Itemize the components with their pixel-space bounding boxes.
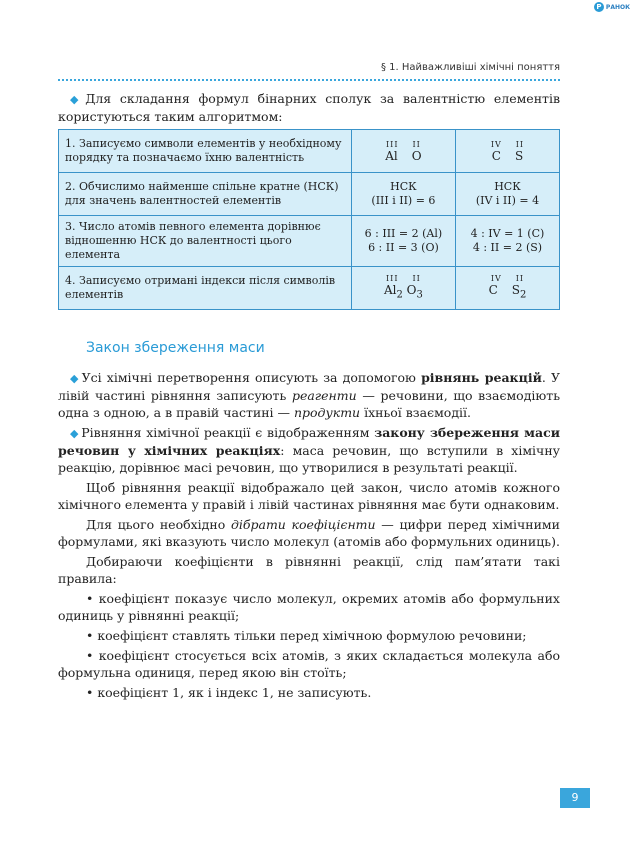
table-cell-step: 4. Записуємо отримані індекси після символів елементів [59,267,352,310]
header-divider [58,79,560,81]
logo-mark: Р [594,2,604,12]
table-cell-c-s: IV II C $S_2$ [455,267,559,310]
page-number: 9 [560,788,590,808]
diamond-bullet-icon: ◆ [70,93,84,106]
paragraph-atoms: Щоб рівняння реакції відображало цей закон, число атомів кожного хімічного елемента у правій і лівій частинах рівняння має бути однаковим. [58,480,560,512]
rule-item: • коефіцієнт стосується всіх атомів, з яких складається молекула або формульна одиниця, перед якою він стоїть; [58,648,560,680]
rule-item: • коефіцієнт показує число молекул, окремих атомів або формульних одиниць у рівнянні реакції; [58,591,560,623]
algorithm-table [58,129,560,310]
table-cell-c-s: 4 : IV = 1 (C) 4 : II = 2 (S) [455,216,559,267]
table-row [59,173,560,216]
table-cell-al-o: НСК (III і II) = 6 [351,173,455,216]
intro-paragraph: ◆ Для складання формул бінарних сполук за валентністю елементів користуються таким алгоритмом: [58,91,560,124]
table-cell-al-o: 6 : III = 2 (Al) 6 : II = 3 (O) [351,216,455,267]
table-cell-c-s: IV II C S [455,130,559,173]
table-row [59,216,560,267]
rule-item: • коефіцієнт 1, як і індекс 1, не записують. [86,685,372,700]
publisher-logo [594,2,630,12]
paragraph-mass-law: ◆ Рівняння хімічної реакції є відображенням закону збереження маси речовин у хімічних реакціях: маса речовин, що вступили в хімічну реакцію, дорівнює масі речовин, що утворилися в результаті реакції. [58,425,561,475]
paragraph-equations: ◆ Усі хімічні перетворення описують за допомогою рівнянь реакцій. У лівій частині рівняння записують реагенти — речовини, що взаємодіють одна з одною, а в правій частині — продукти їхньої взаємодії. [58,370,560,420]
diamond-bullet-icon: ◆ [70,372,80,385]
table-cell-c-s: НСК (IV і II) = 4 [455,173,559,216]
table-cell-step: 3. Число атомів певного елемента дорівнює відношенню НСК до валентності цього елемента [59,216,352,267]
table-row [59,130,560,173]
table-cell-step: 1. Записуємо символи елементів у необхідному порядку та позначаємо їхню валентність [59,130,352,173]
running-head: § 1. Найважливіші хімічні поняття [380,62,560,73]
section-title: Закон збереження маси [86,340,265,356]
table-cell-al-o: III II $Al_2$ $O_3$ [351,267,455,310]
page-content [58,90,560,704]
table-row [59,267,560,310]
paragraph-rules-intro: Добираючи коефіцієнти в рівнянні реакції, слід пам’ятати такі правила: [58,554,560,586]
rule-item: • коефіцієнт ставлять тільки перед хімічною формулою речовини; [86,628,527,643]
logo-text: РАНОК [605,3,630,11]
table-cell-al-o: III II Al O [351,130,455,173]
paragraph-coefficients: Для цього необхідно дібрати коефіцієнти — цифри перед хімічними формулами, які вказують число молекул (атомів або формульних одиниць). [58,517,560,549]
table-cell-step: 2. Обчислимо найменше спільне кратне (НСК) для значень валентностей елементів [59,173,352,216]
diamond-bullet-icon: ◆ [70,427,80,440]
